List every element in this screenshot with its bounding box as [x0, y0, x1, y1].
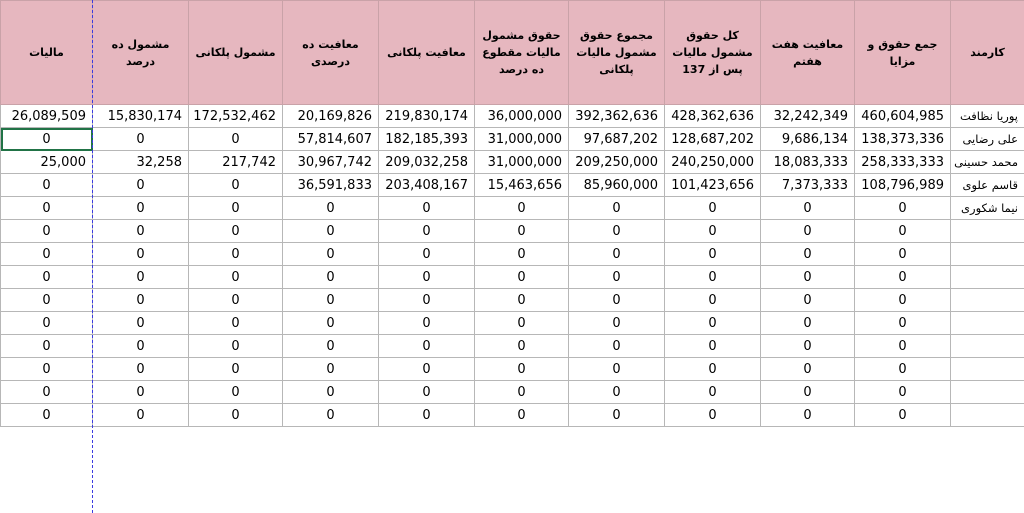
table-cell[interactable]: 0	[189, 174, 283, 197]
table-cell[interactable]: 0	[475, 289, 569, 312]
table-cell[interactable]: 0	[93, 266, 189, 289]
table-cell[interactable]: 128,687,202	[665, 128, 761, 151]
table-cell[interactable]: 0	[665, 381, 761, 404]
table-cell[interactable]: 203,408,167	[379, 174, 475, 197]
table-cell[interactable]: 97,687,202	[569, 128, 665, 151]
table-cell[interactable]: 0	[569, 381, 665, 404]
employee-name-cell[interactable]	[951, 243, 1024, 266]
table-cell[interactable]: 15,830,174	[93, 105, 189, 128]
table-cell[interactable]: 0	[189, 404, 283, 427]
table-cell[interactable]: 0	[665, 312, 761, 335]
employee-name-cell[interactable]: نیما شکوری	[951, 197, 1024, 220]
employee-name-cell[interactable]	[951, 404, 1024, 427]
table-cell[interactable]: 0	[1, 266, 93, 289]
table-row	[1, 358, 1024, 381]
table-cell[interactable]: 0	[1, 312, 93, 335]
table-cell[interactable]: 0	[665, 335, 761, 358]
table-cell[interactable]: 0	[93, 335, 189, 358]
table-cell[interactable]: 9,686,134	[761, 128, 855, 151]
table-cell[interactable]: 0	[93, 128, 189, 151]
employee-name-cell[interactable]	[951, 381, 1024, 404]
table-cell[interactable]: 108,796,989	[855, 174, 951, 197]
table-cell[interactable]: 0	[569, 335, 665, 358]
table-cell[interactable]: 15,463,656	[475, 174, 569, 197]
table-cell[interactable]: 0	[569, 358, 665, 381]
table-cell[interactable]: 0	[475, 404, 569, 427]
table-cell[interactable]: 0	[379, 289, 475, 312]
table-cell[interactable]: 20,169,826	[283, 105, 379, 128]
table-cell[interactable]: 0	[665, 220, 761, 243]
table-cell[interactable]: 0	[855, 381, 951, 404]
employee-name-cell[interactable]	[951, 289, 1024, 312]
table-cell[interactable]: 0	[379, 335, 475, 358]
table-cell[interactable]: 0	[761, 335, 855, 358]
table-cell[interactable]: 0	[189, 358, 283, 381]
table-cell[interactable]: 0	[761, 266, 855, 289]
employee-name-cell[interactable]: محمد حسینی	[951, 151, 1024, 174]
table-cell[interactable]: 428,362,636	[665, 105, 761, 128]
table-cell[interactable]: 0	[283, 220, 379, 243]
table-cell[interactable]: 0	[283, 381, 379, 404]
table-cell[interactable]: 36,000,000	[475, 105, 569, 128]
table-cell[interactable]: 0	[1, 197, 93, 220]
table-cell[interactable]: 0	[93, 197, 189, 220]
table-cell[interactable]: 258,333,333	[855, 151, 951, 174]
table-row	[1, 128, 1024, 151]
table-cell[interactable]: 85,960,000	[569, 174, 665, 197]
table-cell[interactable]: 209,250,000	[569, 151, 665, 174]
header-cell-total-salary-benefits[interactable]: جمع حقوق و مزایا	[855, 1, 951, 105]
table-cell[interactable]: 0	[475, 335, 569, 358]
table-cell[interactable]: 392,362,636	[569, 105, 665, 128]
header-cell-progressive-exemption[interactable]: معافیت پلکانی	[379, 1, 475, 105]
table-cell[interactable]: 0	[761, 243, 855, 266]
header-cell-ten-percent-taxable[interactable]: مشمول ده درصد	[93, 1, 189, 105]
table-cell[interactable]: 0	[475, 197, 569, 220]
header-cell-total-taxable-after-137[interactable]: کل حقوق مشمول مالیات پس از 137	[665, 1, 761, 105]
table-row	[1, 105, 1024, 128]
table-cell[interactable]: 0	[189, 312, 283, 335]
table-cell[interactable]: 0	[855, 266, 951, 289]
table-cell[interactable]: 0	[93, 243, 189, 266]
table-cell[interactable]: 182,185,393	[379, 128, 475, 151]
table-cell[interactable]: 0	[761, 197, 855, 220]
header-row	[1, 1, 1024, 105]
table-cell[interactable]: 0	[569, 243, 665, 266]
employee-name-cell[interactable]	[951, 358, 1024, 381]
table-cell[interactable]: 0	[189, 289, 283, 312]
table-cell[interactable]: 0	[569, 289, 665, 312]
header-cell-progressive-salary-total[interactable]: مجموع حقوق مشمول مالیات پلکانی	[569, 1, 665, 105]
table-cell[interactable]: 0	[855, 289, 951, 312]
table-row	[1, 289, 1024, 312]
table-cell[interactable]: 0	[569, 197, 665, 220]
table-cell[interactable]: 0	[855, 220, 951, 243]
table-cell[interactable]: 0	[475, 243, 569, 266]
table-cell[interactable]: 0	[379, 243, 475, 266]
table-cell[interactable]: 0	[855, 312, 951, 335]
table-cell[interactable]: 0	[379, 197, 475, 220]
table-cell[interactable]: 0	[379, 404, 475, 427]
employee-name-cell[interactable]: قاسم علوی	[951, 174, 1024, 197]
table-cell[interactable]: 219,830,174	[379, 105, 475, 128]
table-cell[interactable]: 0	[665, 243, 761, 266]
table-cell[interactable]: 0	[1, 404, 93, 427]
table-cell[interactable]: 0	[855, 335, 951, 358]
table-cell[interactable]: 0	[475, 312, 569, 335]
table-cell[interactable]: 0	[1, 128, 93, 151]
table-cell[interactable]: 0	[93, 289, 189, 312]
table-cell[interactable]: 0	[475, 220, 569, 243]
table-cell[interactable]: 0	[93, 404, 189, 427]
table-cell[interactable]: 0	[1, 381, 93, 404]
table-row	[1, 174, 1024, 197]
table-cell[interactable]: 25,000	[1, 151, 93, 174]
table-cell[interactable]: 240,250,000	[665, 151, 761, 174]
header-cell-ten-percent-exemption[interactable]: معافیت ده درصدی	[283, 1, 379, 105]
table-row	[1, 151, 1024, 174]
header-cell-seven-seventh-exemption[interactable]: معافیت هفت هفتم	[761, 1, 855, 105]
table-cell[interactable]: 0	[379, 312, 475, 335]
table-row	[1, 381, 1024, 404]
table-cell[interactable]: 0	[761, 404, 855, 427]
header-cell-tax[interactable]: مالیات	[1, 1, 93, 105]
table-cell[interactable]: 0	[855, 243, 951, 266]
table-cell[interactable]: 0	[569, 404, 665, 427]
table-cell[interactable]: 0	[283, 312, 379, 335]
table-cell[interactable]: 460,604,985	[855, 105, 951, 128]
table-cell[interactable]: 0	[189, 197, 283, 220]
table-cell[interactable]: 0	[1, 174, 93, 197]
table-cell[interactable]: 0	[475, 358, 569, 381]
table-cell[interactable]: 0	[855, 358, 951, 381]
table-cell[interactable]: 138,373,336	[855, 128, 951, 151]
table-cell[interactable]: 18,083,333	[761, 151, 855, 174]
table-cell[interactable]: 32,258	[93, 151, 189, 174]
employee-name-cell[interactable]: علی رضایی	[951, 128, 1024, 151]
table-cell[interactable]: 0	[379, 381, 475, 404]
table-cell[interactable]: 0	[189, 381, 283, 404]
table-cell[interactable]: 0	[93, 220, 189, 243]
table-cell[interactable]: 209,032,258	[379, 151, 475, 174]
table-cell[interactable]: 0	[1, 243, 93, 266]
table-cell[interactable]: 0	[569, 266, 665, 289]
employee-name-cell[interactable]	[951, 220, 1024, 243]
table-cell[interactable]: 0	[1, 289, 93, 312]
table-cell[interactable]: 31,000,000	[475, 128, 569, 151]
table-cell[interactable]: 0	[1, 335, 93, 358]
table-cell[interactable]: 0	[761, 220, 855, 243]
table-row	[1, 404, 1024, 427]
table-cell[interactable]: 0	[665, 289, 761, 312]
table-cell[interactable]: 36,591,833	[283, 174, 379, 197]
table-cell[interactable]: 0	[283, 404, 379, 427]
table-row	[1, 197, 1024, 220]
table-cell[interactable]: 0	[189, 128, 283, 151]
table-cell[interactable]: 7,373,333	[761, 174, 855, 197]
table-cell[interactable]: 0	[93, 174, 189, 197]
employee-name-cell[interactable]	[951, 266, 1024, 289]
table-cell[interactable]: 32,242,349	[761, 105, 855, 128]
table-cell[interactable]: 0	[569, 220, 665, 243]
table-row	[1, 335, 1024, 358]
table-cell[interactable]: 0	[379, 358, 475, 381]
table-cell[interactable]: 0	[855, 197, 951, 220]
table-cell[interactable]: 0	[283, 335, 379, 358]
table-cell[interactable]: 0	[283, 266, 379, 289]
header-cell-flat-ten-percent-salary[interactable]: حقوق مشمول مالیات مقطوع ده درصد	[475, 1, 569, 105]
table-cell[interactable]: 0	[761, 289, 855, 312]
table-cell[interactable]: 0	[1, 358, 93, 381]
table-cell[interactable]: 0	[93, 312, 189, 335]
table-cell[interactable]: 0	[93, 381, 189, 404]
table-cell[interactable]: 26,089,509	[1, 105, 93, 128]
table-cell[interactable]: 0	[665, 266, 761, 289]
employee-name-cell[interactable]	[951, 335, 1024, 358]
table-cell[interactable]: 0	[189, 266, 283, 289]
table-cell[interactable]: 0	[475, 266, 569, 289]
table-cell[interactable]: 0	[665, 358, 761, 381]
table-cell[interactable]: 0	[761, 312, 855, 335]
table-row	[1, 312, 1024, 335]
table-cell[interactable]: 0	[569, 312, 665, 335]
table-cell[interactable]: 0	[1, 220, 93, 243]
table-cell[interactable]: 0	[189, 335, 283, 358]
table-cell[interactable]: 0	[189, 243, 283, 266]
table-cell[interactable]: 57,814,607	[283, 128, 379, 151]
table-cell[interactable]: 101,423,656	[665, 174, 761, 197]
table-cell[interactable]: 0	[93, 358, 189, 381]
employee-name-cell[interactable]	[951, 312, 1024, 335]
table-cell[interactable]: 0	[379, 220, 475, 243]
table-cell[interactable]: 0	[761, 358, 855, 381]
table-cell[interactable]: 0	[283, 358, 379, 381]
table-cell[interactable]: 0	[475, 381, 569, 404]
table-cell[interactable]: 0	[283, 289, 379, 312]
header-cell-employee[interactable]: کارمند	[951, 1, 1024, 105]
table-cell[interactable]: 0	[665, 197, 761, 220]
table-row	[1, 243, 1024, 266]
table-cell[interactable]: 217,742	[189, 151, 283, 174]
table-row	[1, 266, 1024, 289]
table-cell[interactable]: 0	[761, 381, 855, 404]
table-cell[interactable]: 30,967,742	[283, 151, 379, 174]
table-cell[interactable]: 172,532,462	[189, 105, 283, 128]
employee-name-cell[interactable]: پوریا نظافت	[951, 105, 1024, 128]
table-cell[interactable]: 0	[283, 243, 379, 266]
header-cell-progressive-taxable[interactable]: مشمول پلکانی	[189, 1, 283, 105]
table-cell[interactable]: 0	[855, 404, 951, 427]
table-row	[1, 220, 1024, 243]
table-cell[interactable]: 0	[665, 404, 761, 427]
table-cell[interactable]: 31,000,000	[475, 151, 569, 174]
table-cell[interactable]: 0	[189, 220, 283, 243]
table-cell[interactable]: 0	[379, 266, 475, 289]
table-cell[interactable]: 0	[283, 197, 379, 220]
